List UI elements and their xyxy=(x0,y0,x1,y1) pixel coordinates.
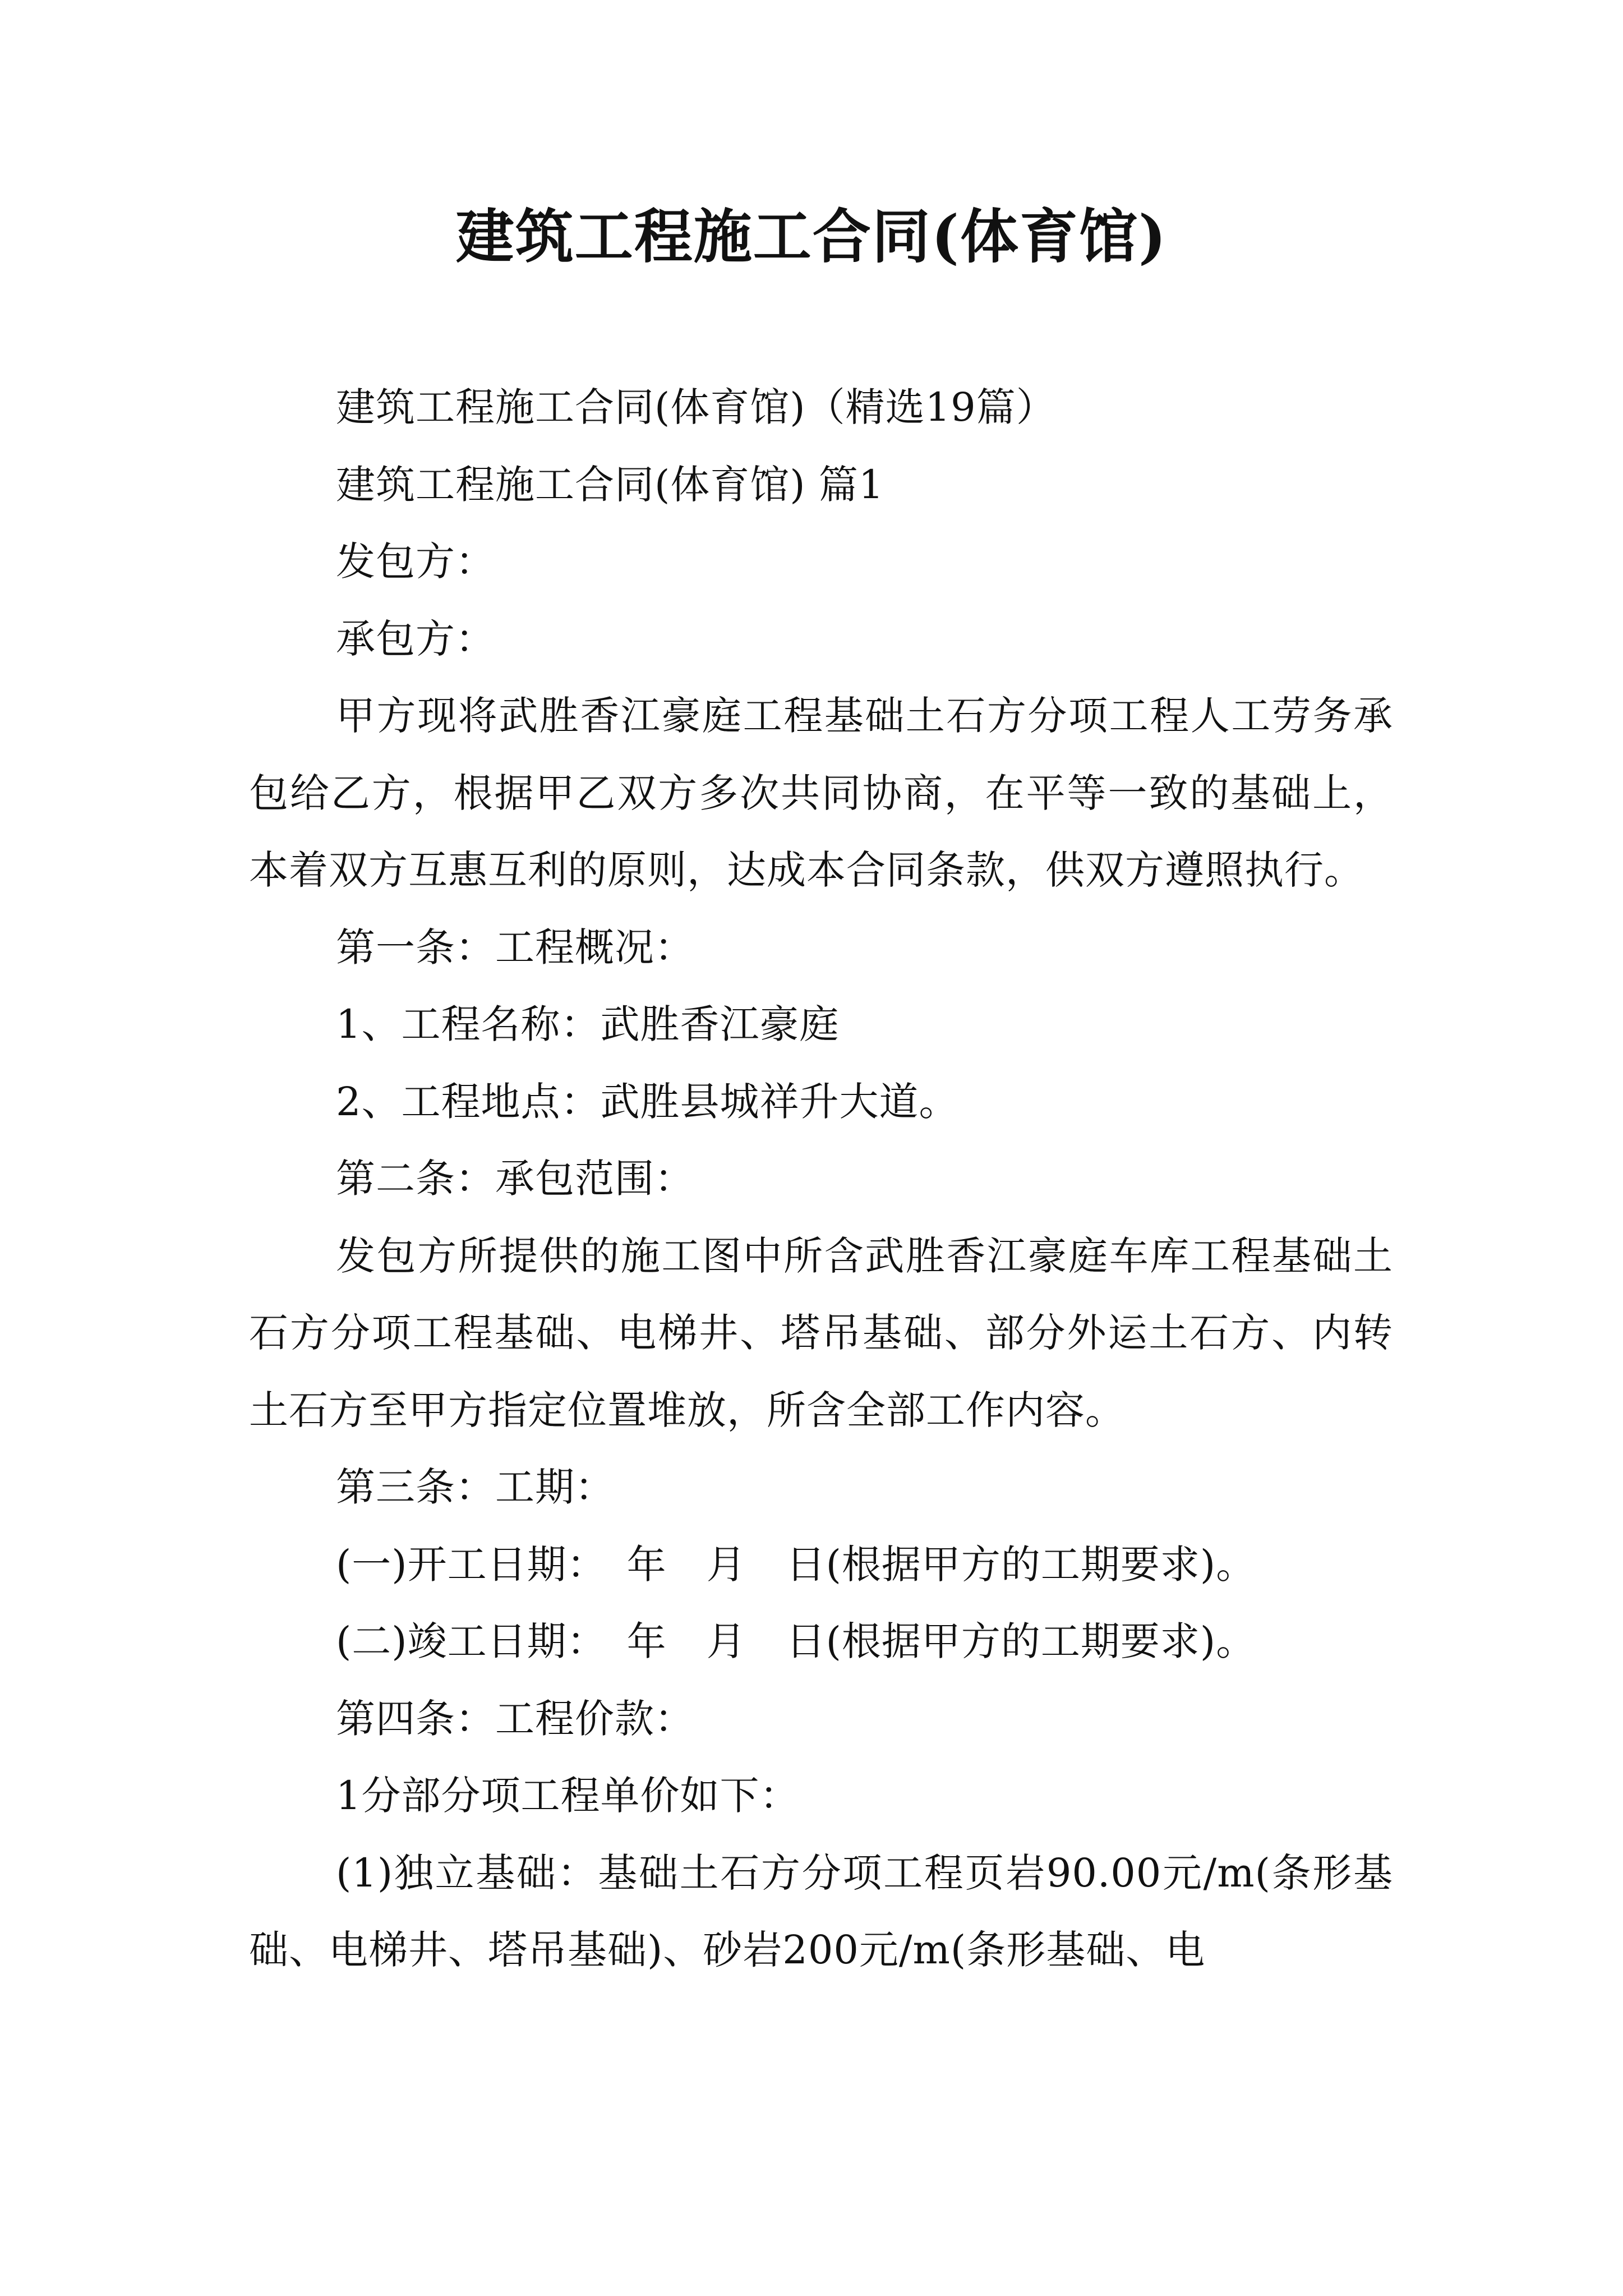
paragraph-end-date: (二)竣工日期： 年 月 日(根据甲方的工期要求)。 xyxy=(336,1618,1256,1664)
paragraph-subtitle: 建筑工程施工合同(体育馆)（精选19篇） xyxy=(336,384,1056,430)
paragraph-scope: 发包方所提供的施工图中所含武胜香江豪庭车库工程基础土石方分项工程基础、电梯井、塔吊基础、部分外运土石方、内转土石方至甲方指定位置堆放，所含全部工作内容。 xyxy=(249,1232,1393,1433)
paragraph-article-3: 第三条：工期： xyxy=(336,1464,615,1510)
paragraph-section-heading: 建筑工程施工合同(体育馆) 篇1 xyxy=(336,461,884,508)
paragraph-party-b: 承包方： xyxy=(336,615,495,662)
paragraph-unit-price-item-1: (1)独立基础：基础土石方分项工程页岩90.00元/m(条形基础、电梯井、塔吊基础)、砂岩200元/m(条形基础、电 xyxy=(249,1849,1393,1973)
paragraph-article-1: 第一条：工程概况： xyxy=(336,924,694,970)
document-title: 建筑工程施工合同(体育馆) xyxy=(455,202,1168,271)
paragraph-party-a: 发包方： xyxy=(336,539,495,585)
paragraph-project-location: 2、工程地点：武胜县城祥升大道。 xyxy=(336,1078,959,1125)
paragraph-unit-price-heading: 1分部分项工程单价如下： xyxy=(336,1773,800,1819)
paragraph-project-name: 1、工程名称：武胜香江豪庭 xyxy=(336,1001,840,1047)
paragraph-start-date: (一)开工日期： 年 月 日(根据甲方的工期要求)。 xyxy=(336,1541,1256,1588)
paragraph-article-4: 第四条：工程价款： xyxy=(336,1695,694,1742)
paragraph-preamble: 甲方现将武胜香江豪庭工程基础土石方分项工程人工劳务承包给乙方，根据甲乙双方多次共同协商，在平等一致的基础上，本着双方互惠互利的原则，达成本合同条款，供双方遵照执行。 xyxy=(249,693,1393,893)
paragraph-article-2: 第二条：承包范围： xyxy=(336,1156,694,1202)
document-body xyxy=(249,369,1393,1989)
